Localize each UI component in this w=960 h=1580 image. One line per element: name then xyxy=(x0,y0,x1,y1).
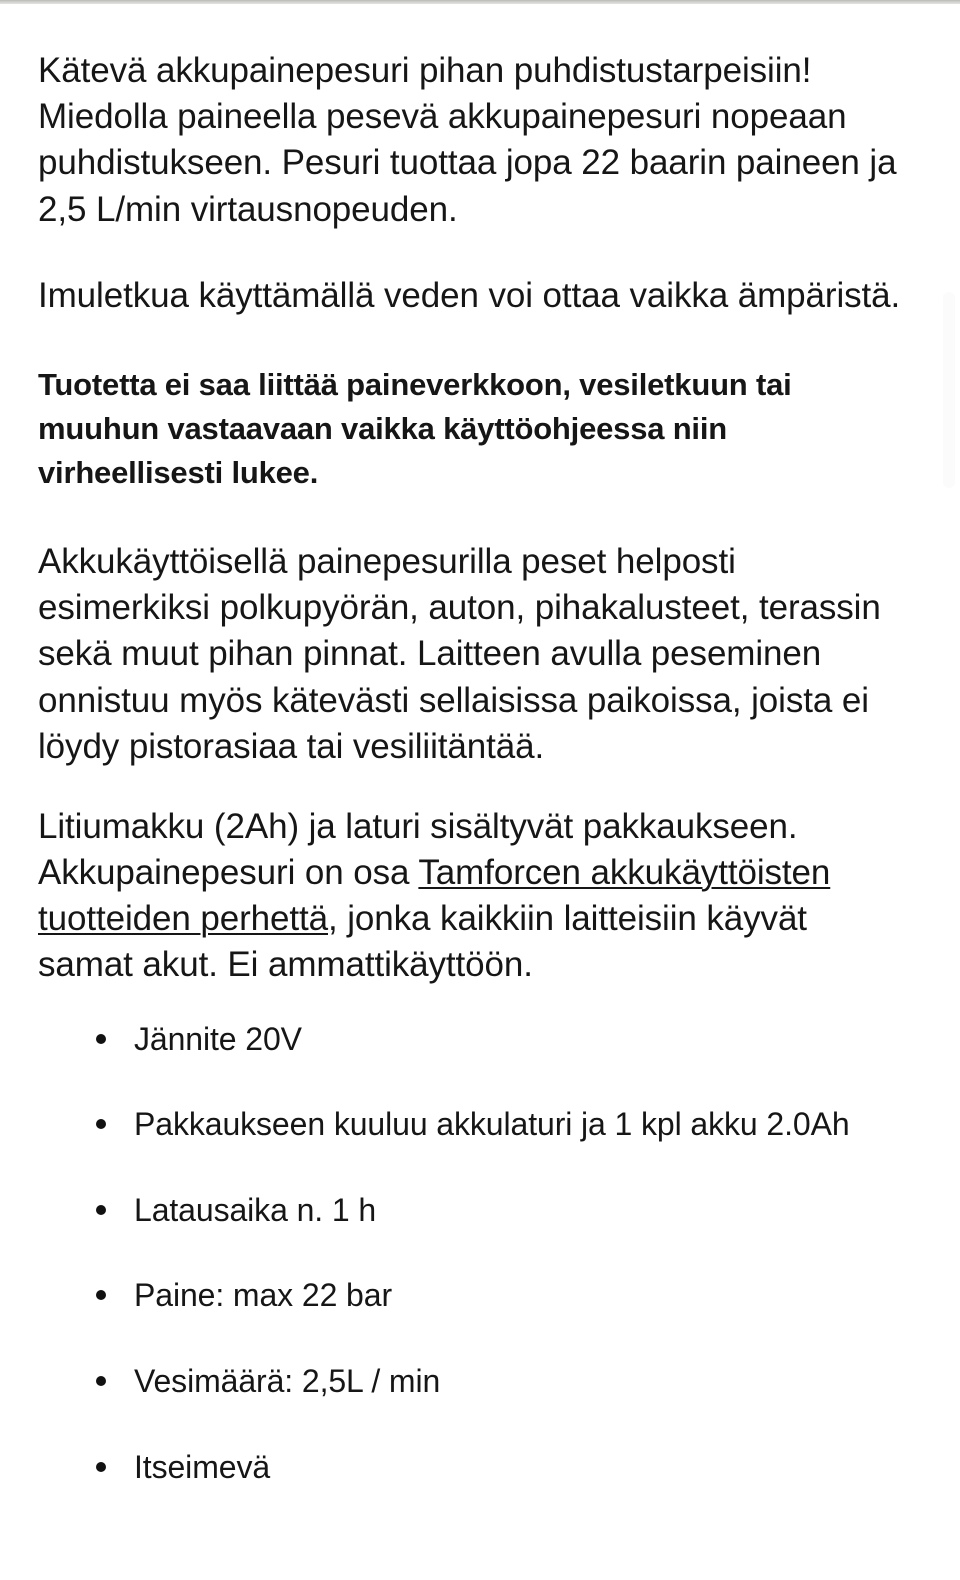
description-content xyxy=(0,4,960,1488)
product-description-page xyxy=(0,4,960,1532)
warning-paragraph: Tuotetta ei saa liittää paineverkkoon, vesiletkuun tai muuhun vastaavaan vaikka käyttöohjeessa niin virheellisesti lukee. xyxy=(38,366,792,490)
hose-paragraph: Imuletkua käyttämällä veden voi ottaa vaikka ämpäristä. xyxy=(38,275,901,315)
spec-label: Paine: max 22 bar xyxy=(134,1277,393,1314)
bullet-dot-icon xyxy=(96,1462,106,1472)
spec-label: Latausaika n. 1 h xyxy=(134,1191,377,1228)
bullet-dot-icon xyxy=(96,1376,106,1386)
spec-label: Jännite 20V xyxy=(134,1020,302,1057)
list-item xyxy=(96,1104,908,1146)
list-item xyxy=(96,1190,908,1232)
list-item xyxy=(96,1447,908,1489)
usage-paragraph: Akkukäyttöisellä painepesurilla peset helposti esimerkiksi polkupyörän, auton, pihakalusteet, terassin sekä muut pihan pinnat. Laitteen avulla peseminen onnistuu myös kätevästi sellaisissa paikoissa, joista ei löydy pistorasiaa tai vesiliitäntää. xyxy=(38,541,881,766)
spec-label: Vesimäärä: 2,5L / min xyxy=(134,1363,441,1400)
tamforce-product-family-link[interactable]: Tamforcen akkukäyttöisten tuotteiden perhettä xyxy=(38,853,831,939)
bullet-dot-icon xyxy=(96,1119,106,1129)
list-item xyxy=(96,1275,908,1317)
battery-paragraph xyxy=(38,804,908,989)
list-item xyxy=(96,1019,908,1061)
intro-paragraph: Kätevä akkupainepesuri pihan puhdistustarpeisiin! Miedolla paineella pesevä akkupainepesuri nopeaan puhdistukseen. Pesuri tuottaa jopa 22 baarin paineen ja 2,5 L/min virtausnopeuden. xyxy=(38,51,897,229)
spec-label: Pakkaukseen kuuluu akkulaturi ja 1 kpl akku 2.0Ah xyxy=(134,1106,850,1143)
battery-paragraph-before-link: Litiumakku (2Ah) ja laturi sisältyvät pakkaukseen. Akkupainepesuri on osa xyxy=(38,806,798,893)
bullet-dot-icon xyxy=(96,1205,106,1215)
spec-label: Itseimevä xyxy=(134,1448,271,1485)
bullet-dot-icon xyxy=(96,1290,106,1300)
bullet-dot-icon xyxy=(96,1034,106,1044)
list-item xyxy=(96,1361,908,1403)
battery-paragraph-after-link: , jonka kaikkiin laitteisiin käyvät samat akut. Ei ammattikäyttöön. xyxy=(38,899,807,985)
specification-list xyxy=(38,1019,908,1489)
